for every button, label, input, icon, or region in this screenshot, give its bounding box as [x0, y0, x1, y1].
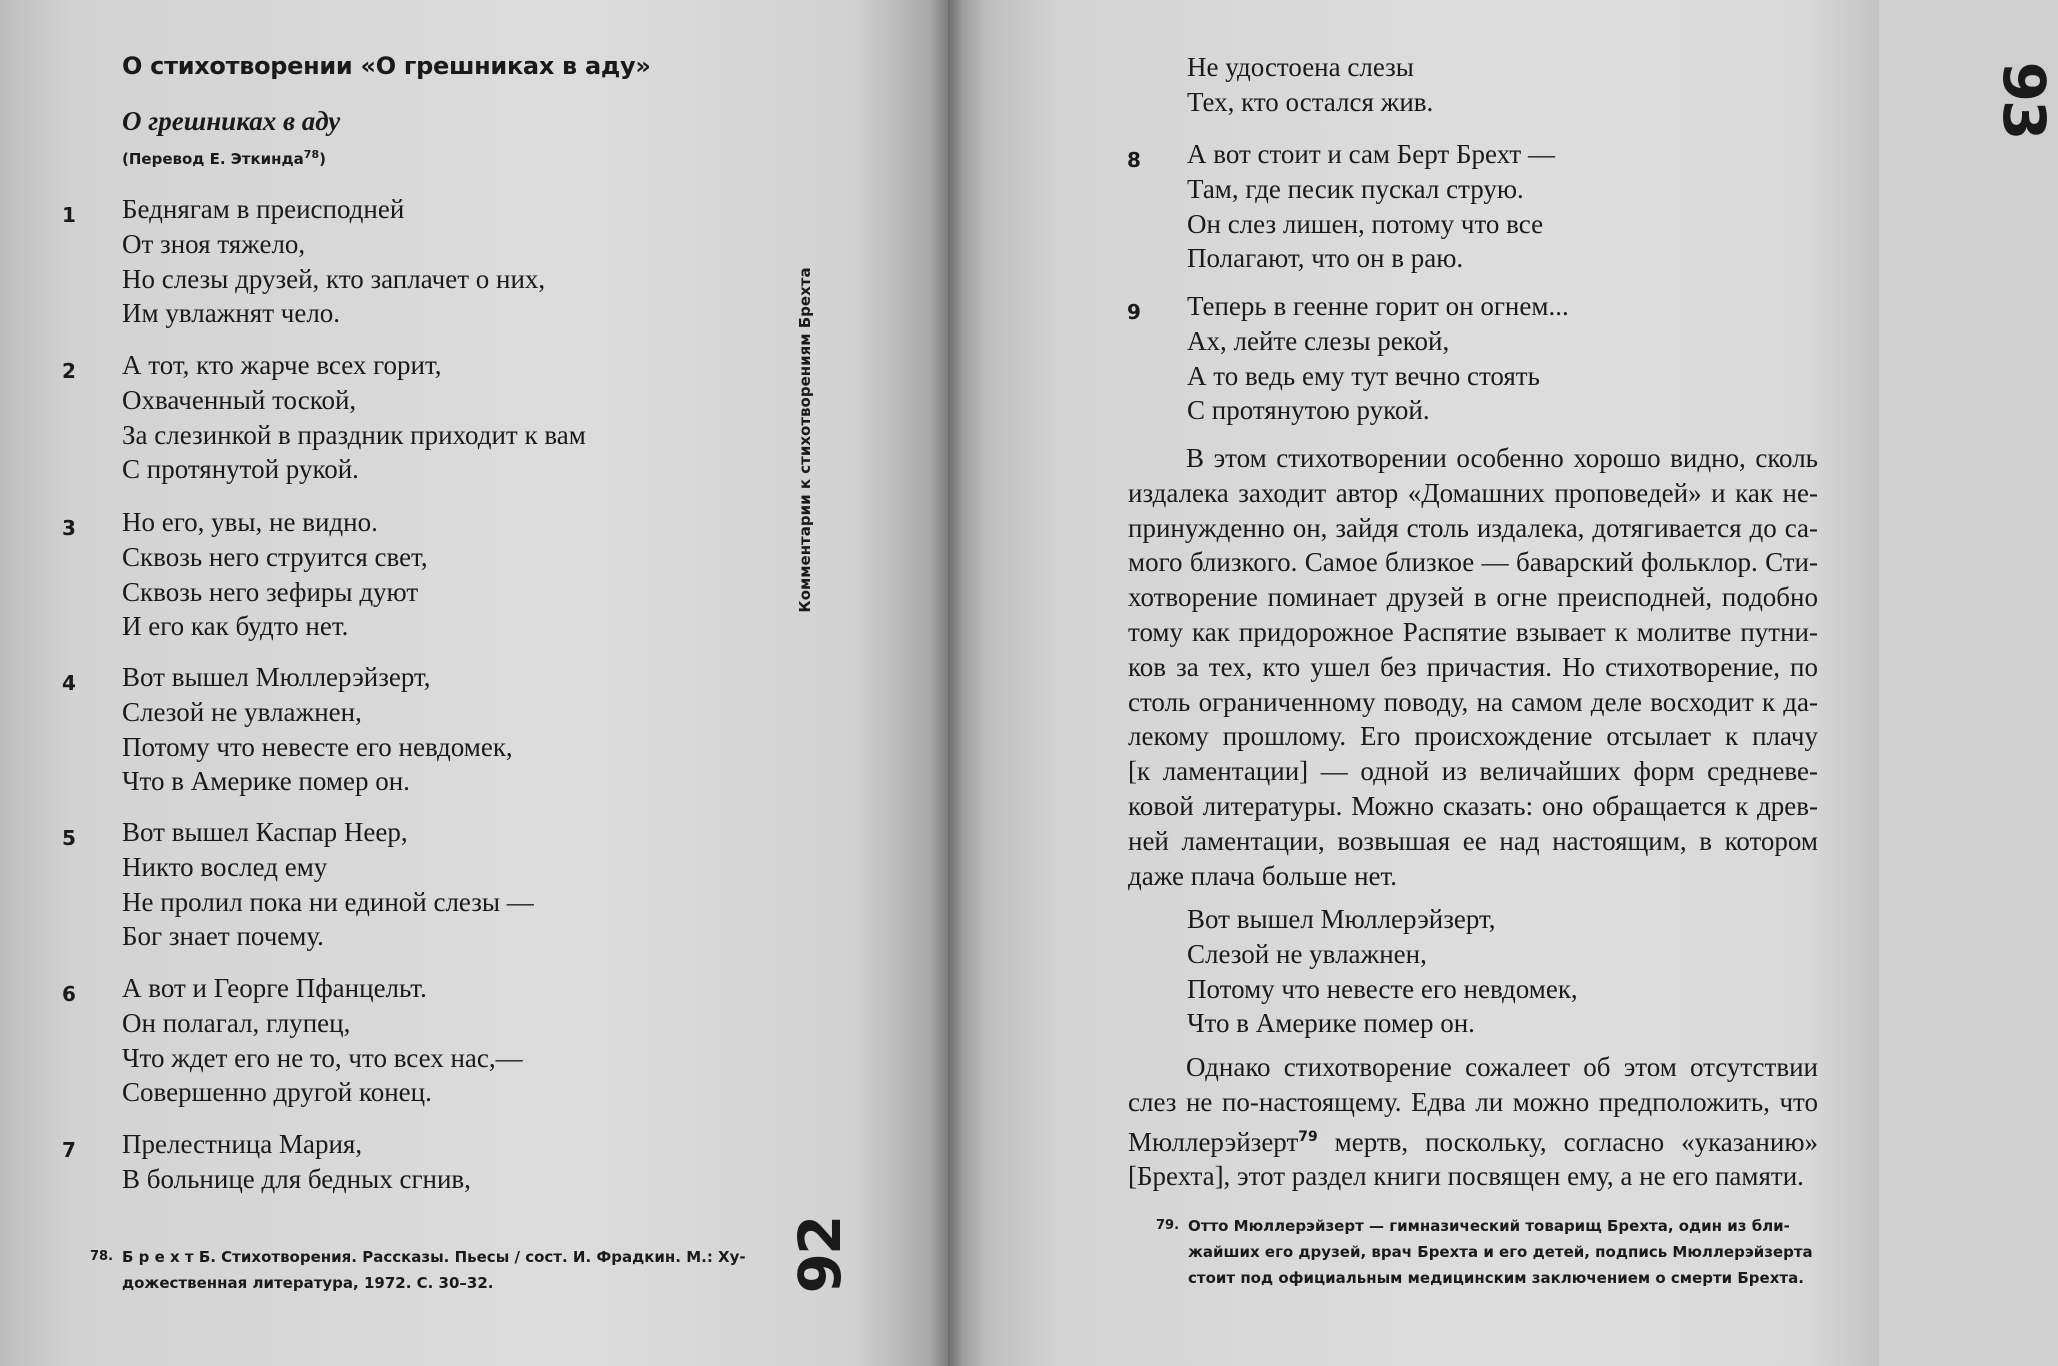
poem-line: Сквозь него струится свет,	[122, 541, 428, 572]
poem-line: Вот вышел Мюллерэйзерт,	[122, 662, 431, 692]
footnote-line: жайших его друзей, врач Брехта и его детей, подпись Мюллерэйзерта	[1188, 1243, 1813, 1261]
poem-line: А вот стоит и сам Берт Брехт —	[1187, 139, 1555, 169]
stanza-7	[62, 1127, 471, 1197]
poem-title: О грешниках в аду	[122, 106, 341, 136]
stanza-4	[62, 660, 513, 799]
footnote-ref-79[interactable]: 79	[1298, 1128, 1318, 1145]
commentary-paragraph-1	[1128, 441, 1818, 893]
stanza-number: 4	[62, 671, 76, 695]
prose-line: столь ограниченному поводу, на самом деле восходит к да-	[1128, 686, 1818, 717]
stanza-7-continued	[1187, 50, 1433, 120]
poem-line: Он полагал, глупец,	[122, 1007, 351, 1038]
stanza-5	[62, 815, 534, 954]
prose-line-with-ref	[1128, 1120, 1818, 1160]
poem-line: И его как будто нет.	[122, 611, 349, 642]
poem-line: С протянутою рукой.	[1187, 395, 1430, 426]
poem-line: Что в Америке помер он.	[122, 766, 410, 797]
stanza-9	[1127, 289, 1569, 428]
quoted-stanza	[1187, 902, 1578, 1041]
prose-line: В этом стихотворении особенно хорошо видно, сколь	[1186, 443, 1818, 473]
poem-line: Совершенно другой конец.	[122, 1077, 432, 1108]
poem-line: Но слезы друзей, кто заплачет о них,	[122, 263, 546, 294]
stanza-6	[62, 971, 523, 1110]
poem-line: Бог знает почему.	[122, 921, 324, 952]
poem-line: Беднягам в преисподней	[122, 194, 405, 224]
footnote-line: Б р е х т Б. Стихотворения. Рассказы. Пьесы / сост. И. Фрадкин. М.: Ху-	[122, 1248, 746, 1266]
poem-line: С протянутой рукой.	[122, 454, 359, 485]
poem-line: Но его, увы, не видно.	[122, 507, 378, 537]
footnote-number: 78.	[90, 1249, 114, 1264]
poem-line: Никто вослед ему	[122, 851, 328, 882]
poem-line: Не удостоена слезы	[1187, 52, 1414, 82]
chapter-heading: О стихотворении «О грешниках в аду»	[122, 52, 651, 80]
poem-line: Вот вышел Каспар Неер,	[122, 817, 408, 847]
prose-line: лекому прошлому. Его происхождение отсылает к плачу	[1128, 721, 1818, 752]
stanza-number: 9	[1127, 300, 1141, 324]
footnote-79	[1156, 1213, 1813, 1291]
poem-line: Охваченный тоской,	[122, 384, 357, 415]
poem-line: Сквозь него зефиры дуют	[122, 576, 419, 607]
page-number-right: 93	[1990, 61, 2058, 139]
poem-line: Полагают, что он в раю.	[1187, 243, 1464, 274]
prose-line: даже плача больше нет.	[1128, 860, 1398, 891]
poem-line: Им увлажнят чело.	[122, 298, 341, 329]
prose-line: тому как придорожное Распятие взывает к молитве путни-	[1128, 616, 1818, 647]
poem-line: Тех, кто остался жив.	[1187, 86, 1434, 117]
stanza-1	[62, 192, 546, 331]
poem-line: Ах, лейте слезы рекой,	[1187, 325, 1450, 356]
footnote-ref-78[interactable]: 78	[303, 148, 320, 161]
poem-line: А вот и Георге Пфанцельт.	[122, 973, 427, 1003]
poem-line: А тот, кто жарче всех горит,	[122, 350, 442, 380]
stanza-number: 2	[62, 359, 76, 383]
poem-line: Слезой не увлажнен,	[122, 696, 362, 727]
poem-line: От зноя тяжело,	[122, 228, 306, 259]
poem-line: А то ведь ему тут вечно стоять	[1187, 360, 1540, 391]
poem-line: Прелестница Мария,	[122, 1129, 363, 1159]
poem-line: Теперь в геенне горит он огнем...	[1187, 291, 1569, 321]
prose-line: ков за тех, кто ушел без причастия. Но стихотворение, по	[1128, 651, 1818, 682]
poem-line: Вот вышел Мюллерэйзерт,	[1187, 904, 1496, 934]
footnote-line: дожественная литература, 1972. С. 30–32.	[122, 1274, 494, 1292]
prose-line: Однако стихотворение сожалеет об этом отсутствии	[1186, 1052, 1818, 1082]
prose-line: хотворение поминает друзей в огне преисподней, подобно	[1128, 582, 1818, 613]
page-number-left: 92	[786, 1216, 854, 1294]
poem-line: Там, где песик пускал струю.	[1187, 173, 1524, 204]
prose-line: ней ламентации, возвышая ее над настоящим, в котором	[1128, 825, 1818, 856]
footnote-line: стоит под официальным медицинским заключением о смерти Брехта.	[1188, 1269, 1804, 1287]
poem-line: Что ждет его не то, что всех нас,—	[122, 1042, 523, 1073]
footnote-78	[90, 1244, 746, 1296]
poem-line: Потому что невесте его невдомек,	[1187, 973, 1578, 1004]
prose-fragment: мертв, поскольку, согласно «указанию»	[1317, 1126, 1818, 1157]
stanza-number: 3	[62, 516, 76, 540]
prose-line: издалека заходит автор «Домашних проповедей» и как не-	[1128, 477, 1818, 508]
running-head: Комментарии к стихотворениям Брехта	[796, 267, 814, 613]
translator-credit	[122, 148, 326, 168]
commentary-paragraph-2	[1128, 1050, 1818, 1194]
poem-line: Потому что невесте его невдомек,	[122, 731, 513, 762]
stanza-2	[62, 348, 586, 487]
left-page	[0, 0, 948, 1366]
poem-line: Он слез лишен, потому что все	[1187, 208, 1544, 239]
prose-line: [к ламентации] — одной из величайших форм средневе-	[1128, 756, 1818, 787]
poem-line: За слезинкой в праздник приходит к вам	[122, 419, 586, 450]
prose-line: принужденно он, зайдя столь издалека, дотягивается до са-	[1128, 512, 1818, 543]
footnote-number: 79.	[1156, 1218, 1180, 1233]
stanza-number: 7	[62, 1138, 76, 1162]
poem-line: Слезой не увлажнен,	[1187, 938, 1427, 969]
prose-line: ковой литературы. Можно сказать: оно обращается к древ-	[1128, 790, 1818, 821]
stanza-8	[1127, 137, 1555, 276]
poem-line: Не пролил пока ни единой слезы —	[122, 886, 534, 917]
poem-line: Что в Америке помер он.	[1187, 1008, 1475, 1039]
prose-fragment: Мюллерэйзерт	[1128, 1126, 1299, 1157]
prose-line: мого близкого. Самое близкое — баварский фольклор. Сти-	[1128, 547, 1818, 578]
stanza-number: 8	[1127, 148, 1141, 172]
stanza-number: 1	[62, 203, 76, 227]
translator-text: (Перевод Е. Эткинда	[122, 150, 304, 168]
translator-close: )	[319, 150, 326, 168]
poem-line: В больнице для бедных сгнив,	[122, 1163, 471, 1194]
stanza-3	[62, 505, 428, 644]
prose-line: [Брехта], этот раздел книги посвящен ему, а не его памяти.	[1128, 1161, 1804, 1192]
stanza-number: 5	[62, 826, 76, 850]
footnote-line: Отто Мюллерэйзерт — гимназический товарищ Брехта, один из бли-	[1188, 1217, 1790, 1235]
stanza-number: 6	[62, 982, 76, 1006]
prose-line: слез не по-настоящему. Едва ли можно предположить, что	[1128, 1086, 1818, 1117]
